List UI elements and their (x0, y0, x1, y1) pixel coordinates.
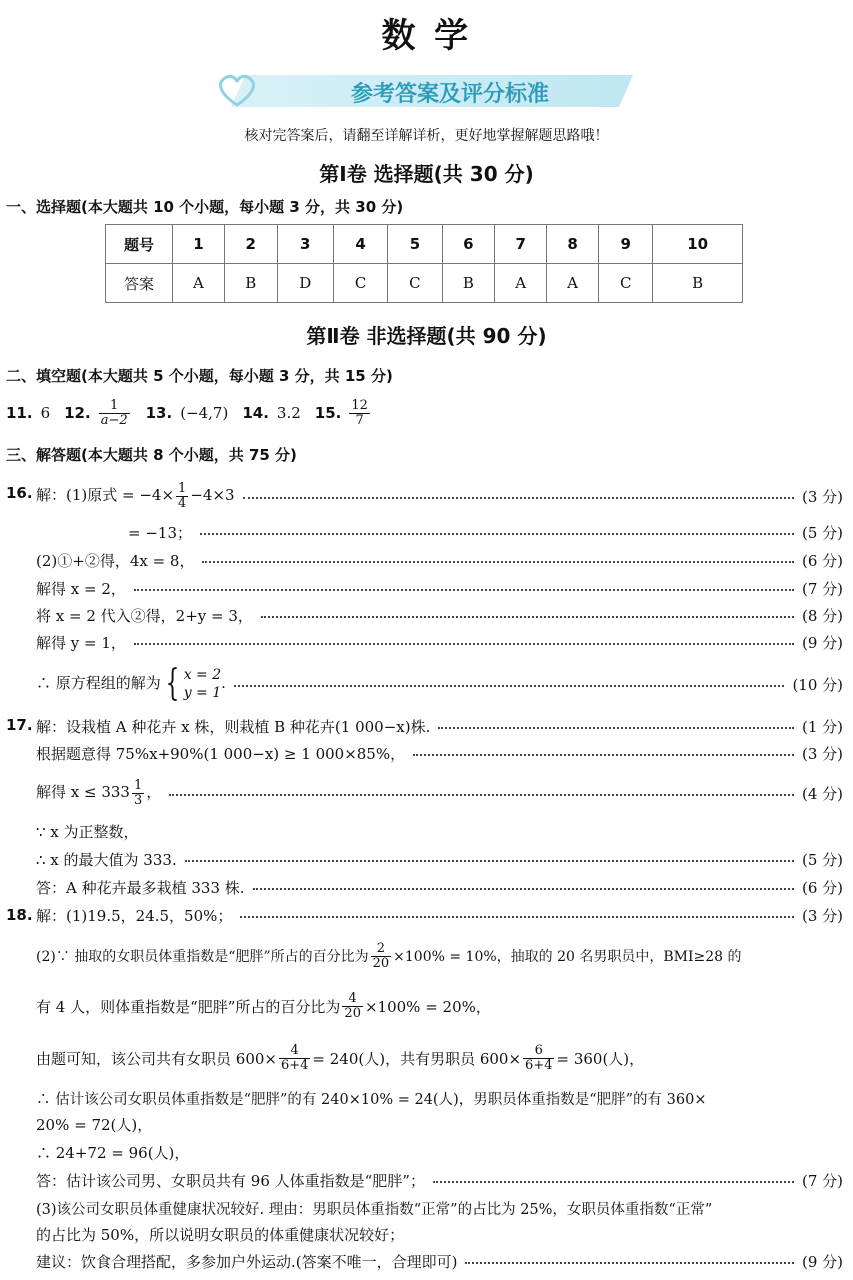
q13-number: 13. (145, 404, 173, 422)
q17-fraction (132, 779, 144, 807)
table-cell: 9 (599, 225, 653, 264)
q18-line1-text: 解：(1)19.5，24.5，50%； (36, 906, 233, 925)
fraction-den: 6+4 (525, 1057, 553, 1073)
table-cell: B (653, 264, 743, 303)
table-cell: 7 (495, 225, 547, 264)
q18-para5: ∴ 估计该公司女职员体重指数是“肥胖”的有 240×10% = 24(人)，男职员体重指数是“肥胖”的有 360× (36, 1092, 707, 1108)
fraction-num: 4 (342, 992, 363, 1007)
q18-fraction-a (371, 942, 392, 970)
leader-dots (433, 1181, 794, 1183)
q16-line4 (36, 576, 843, 600)
q17-fraction-num: 1 (133, 777, 143, 793)
q13-answer: (−4,7) (180, 404, 229, 422)
q16-fraction-den: 4 (178, 495, 187, 511)
banner-title: 参考答案及评分标准 (350, 82, 549, 107)
answer-label: 答案 (106, 264, 173, 303)
score-label: (9 分) (801, 633, 843, 652)
table-cell: 10 (653, 225, 743, 264)
leader-dots (261, 616, 794, 618)
table-cell: 1 (173, 225, 225, 264)
q16-line1-tail: −4×3 (190, 486, 235, 504)
leader-dots (200, 533, 794, 535)
q17-line4: ∵ x 为正整数， (36, 823, 139, 841)
score-label: (7 分) (801, 579, 843, 598)
table-cell: 4 (333, 225, 387, 264)
q18-fraction-b (342, 992, 363, 1020)
q16-line6 (36, 630, 843, 654)
q12-denominator: a−2 (100, 412, 128, 428)
q15-number: 15. (314, 404, 342, 422)
table-cell: C (388, 264, 442, 303)
q16-line3-text: (2)①+②得，4x = 8， (36, 551, 195, 570)
page-title: 数 学 (381, 16, 472, 56)
q17-fraction-den: 3 (133, 792, 143, 808)
q12-fraction (99, 399, 130, 427)
q16-line7-tail: . (221, 674, 226, 692)
score-label: (5 分) (801, 523, 843, 542)
q18-line1 (36, 903, 843, 927)
q16-line6-text: 解得 y = 1， (36, 633, 126, 652)
leader-dots (185, 860, 794, 862)
score-label: (3 分) (801, 906, 843, 925)
q17-line1-text: 解：设栽植 A 种花卉 x 株，则栽植 B 种花卉(1 000−x)株. (36, 717, 431, 736)
leader-dots (243, 497, 794, 499)
table-cell: A (173, 264, 225, 303)
score-label: (10 分) (792, 675, 843, 694)
q16-line2-text: = −13； (128, 523, 192, 542)
q17-line3-tail: ， (146, 783, 162, 801)
table-cell: 8 (547, 225, 599, 264)
fraction-den: 20 (372, 955, 390, 971)
q16-line3 (36, 548, 843, 572)
score-label: (8 分) (801, 606, 843, 625)
q16-line7-text: ∴ 原方程组的解为 (36, 674, 161, 692)
q18-para4-text: 由题可知，该公司共有女职员 600× (36, 1049, 277, 1068)
fraction-num: 4 (279, 1044, 310, 1059)
leader-dots (465, 1262, 793, 1264)
table-cell: C (333, 264, 387, 303)
q17-number: 17. (6, 716, 33, 734)
q16-line1-text: 解：(1)原式 = −4× (36, 486, 175, 504)
system-eq2: y = 1 (183, 685, 222, 701)
table-cell: 6 (442, 225, 495, 264)
q12-number: 12. (64, 404, 91, 422)
q14-number: 14. (242, 404, 269, 422)
system-eq1: x = 2 (183, 667, 222, 683)
q18-para3-text: 有 4 人，则体重指数是“肥胖”所占的百分比为 (36, 997, 341, 1016)
table-cell: B (442, 264, 495, 303)
q18-line11 (36, 1249, 843, 1273)
q16-line7 (36, 662, 843, 706)
q11-answer: 6 (40, 404, 51, 422)
q17-line2-text: 根据题意得 75%x+90%(1 000−x) ≥ 1 000×85%， (36, 744, 406, 763)
q16-line4-text: 解得 x = 2， (36, 579, 126, 598)
table-row-numbers (106, 225, 743, 264)
leader-dots (413, 754, 794, 756)
score-label: (3 分) (801, 487, 843, 506)
q17-line3 (36, 774, 843, 812)
q18-para4 (36, 1036, 644, 1080)
solution-system (184, 666, 221, 702)
q18-para6: 20% = 72(人)， (36, 1116, 153, 1134)
leader-dots (234, 685, 785, 687)
q18-number: 18. (6, 906, 33, 924)
score-label: (3 分) (801, 744, 843, 763)
volume1-heading: 第Ⅰ卷 选择题(共 30 分) (319, 162, 534, 186)
header-label: 题号 (106, 225, 173, 264)
leader-dots (240, 916, 794, 918)
section2-heading: 二、填空题(本大题共 5 个小题，每小题 3 分，共 15 分) (6, 367, 393, 385)
table-cell: B (224, 264, 277, 303)
fraction-num: 6 (523, 1044, 554, 1059)
q14-answer: 3.2 (276, 404, 301, 422)
q17-line6-text: 答：A 种花卉最多栽植 333 株. (36, 878, 245, 897)
q18-para3-tail: ×100% = 20%， (364, 997, 491, 1016)
table-cell: A (495, 264, 547, 303)
q18-line8 (36, 1168, 843, 1192)
q15-numerator: 12 (351, 397, 368, 413)
answer-table (105, 224, 743, 303)
q16-fraction-num: 1 (178, 480, 187, 496)
q18-para2 (36, 936, 742, 976)
q17-line5 (36, 847, 843, 871)
q17-line3-text: 解得 x ≤ 333 (36, 783, 130, 801)
q17-line5-text: ∴ x 的最大值为 333. (36, 850, 177, 869)
score-label: (9 分) (801, 1252, 843, 1271)
score-label: (1 分) (801, 717, 843, 736)
tip-text: 核对完答案后，请翻至详解详析，更好地掌握解题思路哦！ (244, 128, 609, 144)
q16-line2 (128, 520, 843, 544)
table-cell: 2 (224, 225, 277, 264)
table-cell: 3 (277, 225, 333, 264)
leader-dots (253, 888, 794, 890)
fraction-num: 2 (371, 942, 392, 957)
fill-answers (6, 393, 372, 433)
q17-line1 (36, 714, 843, 738)
score-label: (6 分) (801, 551, 843, 570)
q16-fraction (176, 482, 188, 510)
q18-para9: (3)该公司女职员体重健康状况较好. 理由：男职员体重指数“正常”的占比为 25%，女职员体重指数“正常” (36, 1202, 713, 1218)
score-label: (4 分) (801, 784, 843, 803)
leader-dots (134, 643, 794, 645)
section3-heading: 三、解答题(本大题共 8 个小题，共 75 分) (6, 446, 297, 464)
table-cell: A (547, 264, 599, 303)
q16-line5 (36, 603, 843, 627)
q17-line6 (36, 875, 843, 899)
table-cell: D (277, 264, 333, 303)
q18-para3 (36, 986, 491, 1026)
q18-fraction-c (279, 1044, 310, 1072)
leader-dots (169, 794, 794, 796)
q17-line2 (36, 741, 843, 765)
leader-dots (202, 561, 794, 563)
volume2-heading: 第Ⅱ卷 非选择题(共 90 分) (306, 324, 547, 348)
q15-denominator: 7 (355, 412, 364, 428)
q11-number: 11. (6, 404, 33, 422)
q18-para2-text: (2)∵ 抽取的女职员体重指数是“肥胖”所占的百分比为 (36, 949, 369, 965)
q16-line5-text: 将 x = 2 代入②得，2+y = 3， (36, 606, 253, 625)
brace-symbol: { (165, 663, 180, 704)
q18-fraction-d (523, 1044, 554, 1072)
q16-number: 16. (6, 484, 33, 502)
q15-fraction (349, 399, 370, 427)
fraction-den: 20 (344, 1005, 361, 1021)
leader-dots (438, 727, 794, 729)
table-row-answers (106, 264, 743, 303)
q18-para7: ∴ 24+72 = 96(人)， (36, 1144, 190, 1162)
q18-para4-mid: = 240(人)，共有男职员 600× (312, 1049, 522, 1068)
score-label: (7 分) (801, 1171, 843, 1190)
q18-para4-tail: = 360(人)， (556, 1049, 645, 1068)
score-label: (6 分) (801, 878, 843, 897)
section1-heading: 一、选择题(本大题共 10 个小题，每小题 3 分，共 30 分) (6, 198, 404, 216)
q18-line8-text: 答：估计该公司男、女职员共有 96 人体重指数是“肥胖”； (36, 1171, 425, 1190)
q18-line11-text: 建议：饮食合理搭配，多参加户外运动.(答案不唯一，合理即可) (36, 1252, 458, 1271)
q12-numerator: 1 (99, 399, 130, 414)
fraction-den: 6+4 (280, 1057, 309, 1073)
q18-para2-tail: ×100% = 10%，抽取的 20 名男职员中，BMI≥28 的 (393, 949, 742, 965)
table-cell: C (599, 264, 653, 303)
q18-para10: 的占比为 50%，所以说明女职员的体重健康状况较好； (36, 1226, 405, 1244)
leader-dots (134, 589, 794, 591)
score-label: (5 分) (801, 850, 843, 869)
q16-line1 (36, 478, 843, 514)
table-cell: 5 (388, 225, 442, 264)
